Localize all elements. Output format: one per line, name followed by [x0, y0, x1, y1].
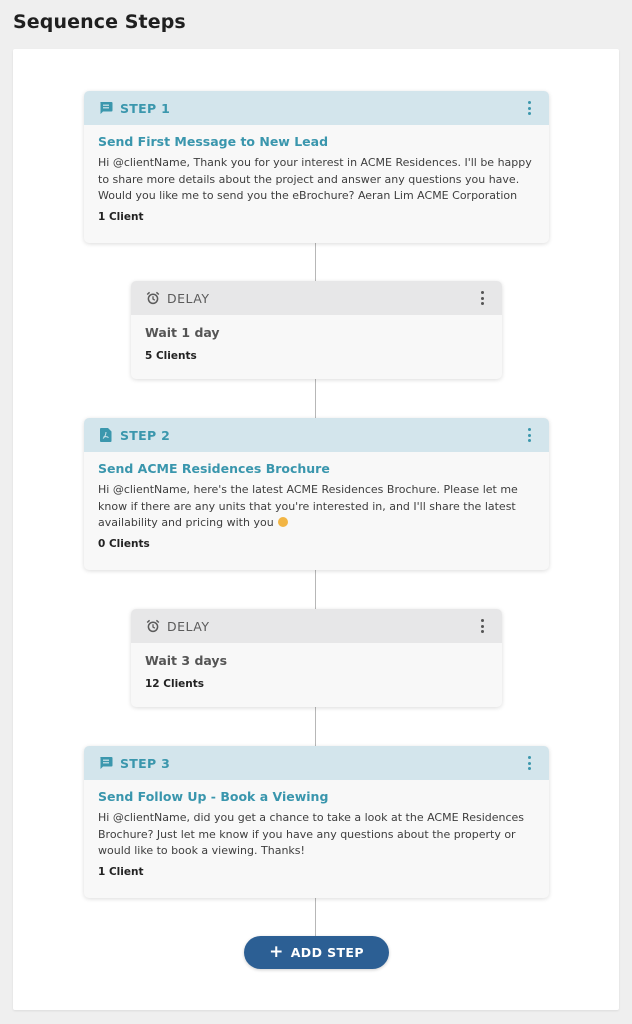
- step-header: [84, 91, 549, 125]
- add-step-button[interactable]: [244, 936, 389, 969]
- pdf-file-icon: [98, 428, 113, 443]
- connector-line: [315, 898, 316, 936]
- step-label: STEP 2: [120, 427, 171, 443]
- sequence-panel: [13, 49, 619, 1010]
- step-label: STEP 3: [120, 755, 171, 771]
- connector-line: [315, 570, 316, 609]
- step-client-count[interactable]: 1 Client: [98, 210, 144, 223]
- step-title: Send First Message to New Lead: [98, 134, 329, 149]
- step-message-text: Hi @clientName, here's the latest ACME Residences Brochure. Please let me know if there are any units that you're interested in, and I'll share the latest availability and pricing with you: [98, 483, 518, 529]
- connector-line: [315, 243, 316, 281]
- step-message: Hi @clientName, Thank you for your interest in ACME Residences. I'll be happy to share more details about the project and answer any questions you have. Would you like me to send you the eBrochure? Aeran Lim ACME Corporation: [98, 156, 532, 202]
- more-options-icon[interactable]: [527, 428, 531, 442]
- connector-line: [315, 707, 316, 746]
- more-options-icon[interactable]: [480, 619, 484, 633]
- step-client-count[interactable]: 1 Client: [98, 865, 144, 878]
- message-icon: [98, 101, 113, 116]
- step-message: [98, 482, 535, 532]
- step-header: [84, 418, 549, 452]
- plus-icon: +: [269, 941, 284, 962]
- step-client-count[interactable]: 0 Clients: [98, 537, 150, 550]
- message-icon: [98, 756, 113, 771]
- delay-header: [131, 281, 502, 315]
- delay-label: DELAY: [167, 618, 210, 634]
- delay-title: Wait 1 day: [145, 325, 220, 340]
- add-step-label: ADD STEP: [290, 945, 364, 960]
- more-options-icon[interactable]: [480, 291, 484, 305]
- step-card[interactable]: [84, 746, 549, 898]
- step-label: STEP 1: [120, 100, 171, 116]
- delay-client-count[interactable]: 12 Clients: [145, 678, 205, 690]
- step-message: Hi @clientName, did you get a chance to take a look at the ACME Residences Brochure? Just let me know if you have any questions about the property or would like to book a viewing. Thanks!: [98, 811, 525, 857]
- delay-label: DELAY: [167, 290, 210, 306]
- page-title: Sequence Steps: [13, 11, 186, 33]
- step-header: [84, 746, 549, 780]
- step-title: Send Follow Up - Book a Viewing: [98, 789, 329, 804]
- delay-title: Wait 3 days: [145, 653, 228, 668]
- connector-line: [315, 379, 316, 418]
- step-card[interactable]: [84, 418, 549, 570]
- more-options-icon[interactable]: [527, 101, 531, 115]
- alarm-clock-icon: [145, 619, 160, 634]
- delay-client-count[interactable]: 5 Clients: [145, 350, 197, 362]
- delay-card[interactable]: [131, 609, 502, 707]
- smiley-emoji-icon: [278, 517, 288, 527]
- step-title: Send ACME Residences Brochure: [98, 461, 330, 476]
- more-options-icon[interactable]: [527, 756, 531, 770]
- step-card[interactable]: [84, 91, 549, 243]
- alarm-clock-icon: [145, 291, 160, 306]
- delay-card[interactable]: [131, 281, 502, 379]
- delay-header: [131, 609, 502, 643]
